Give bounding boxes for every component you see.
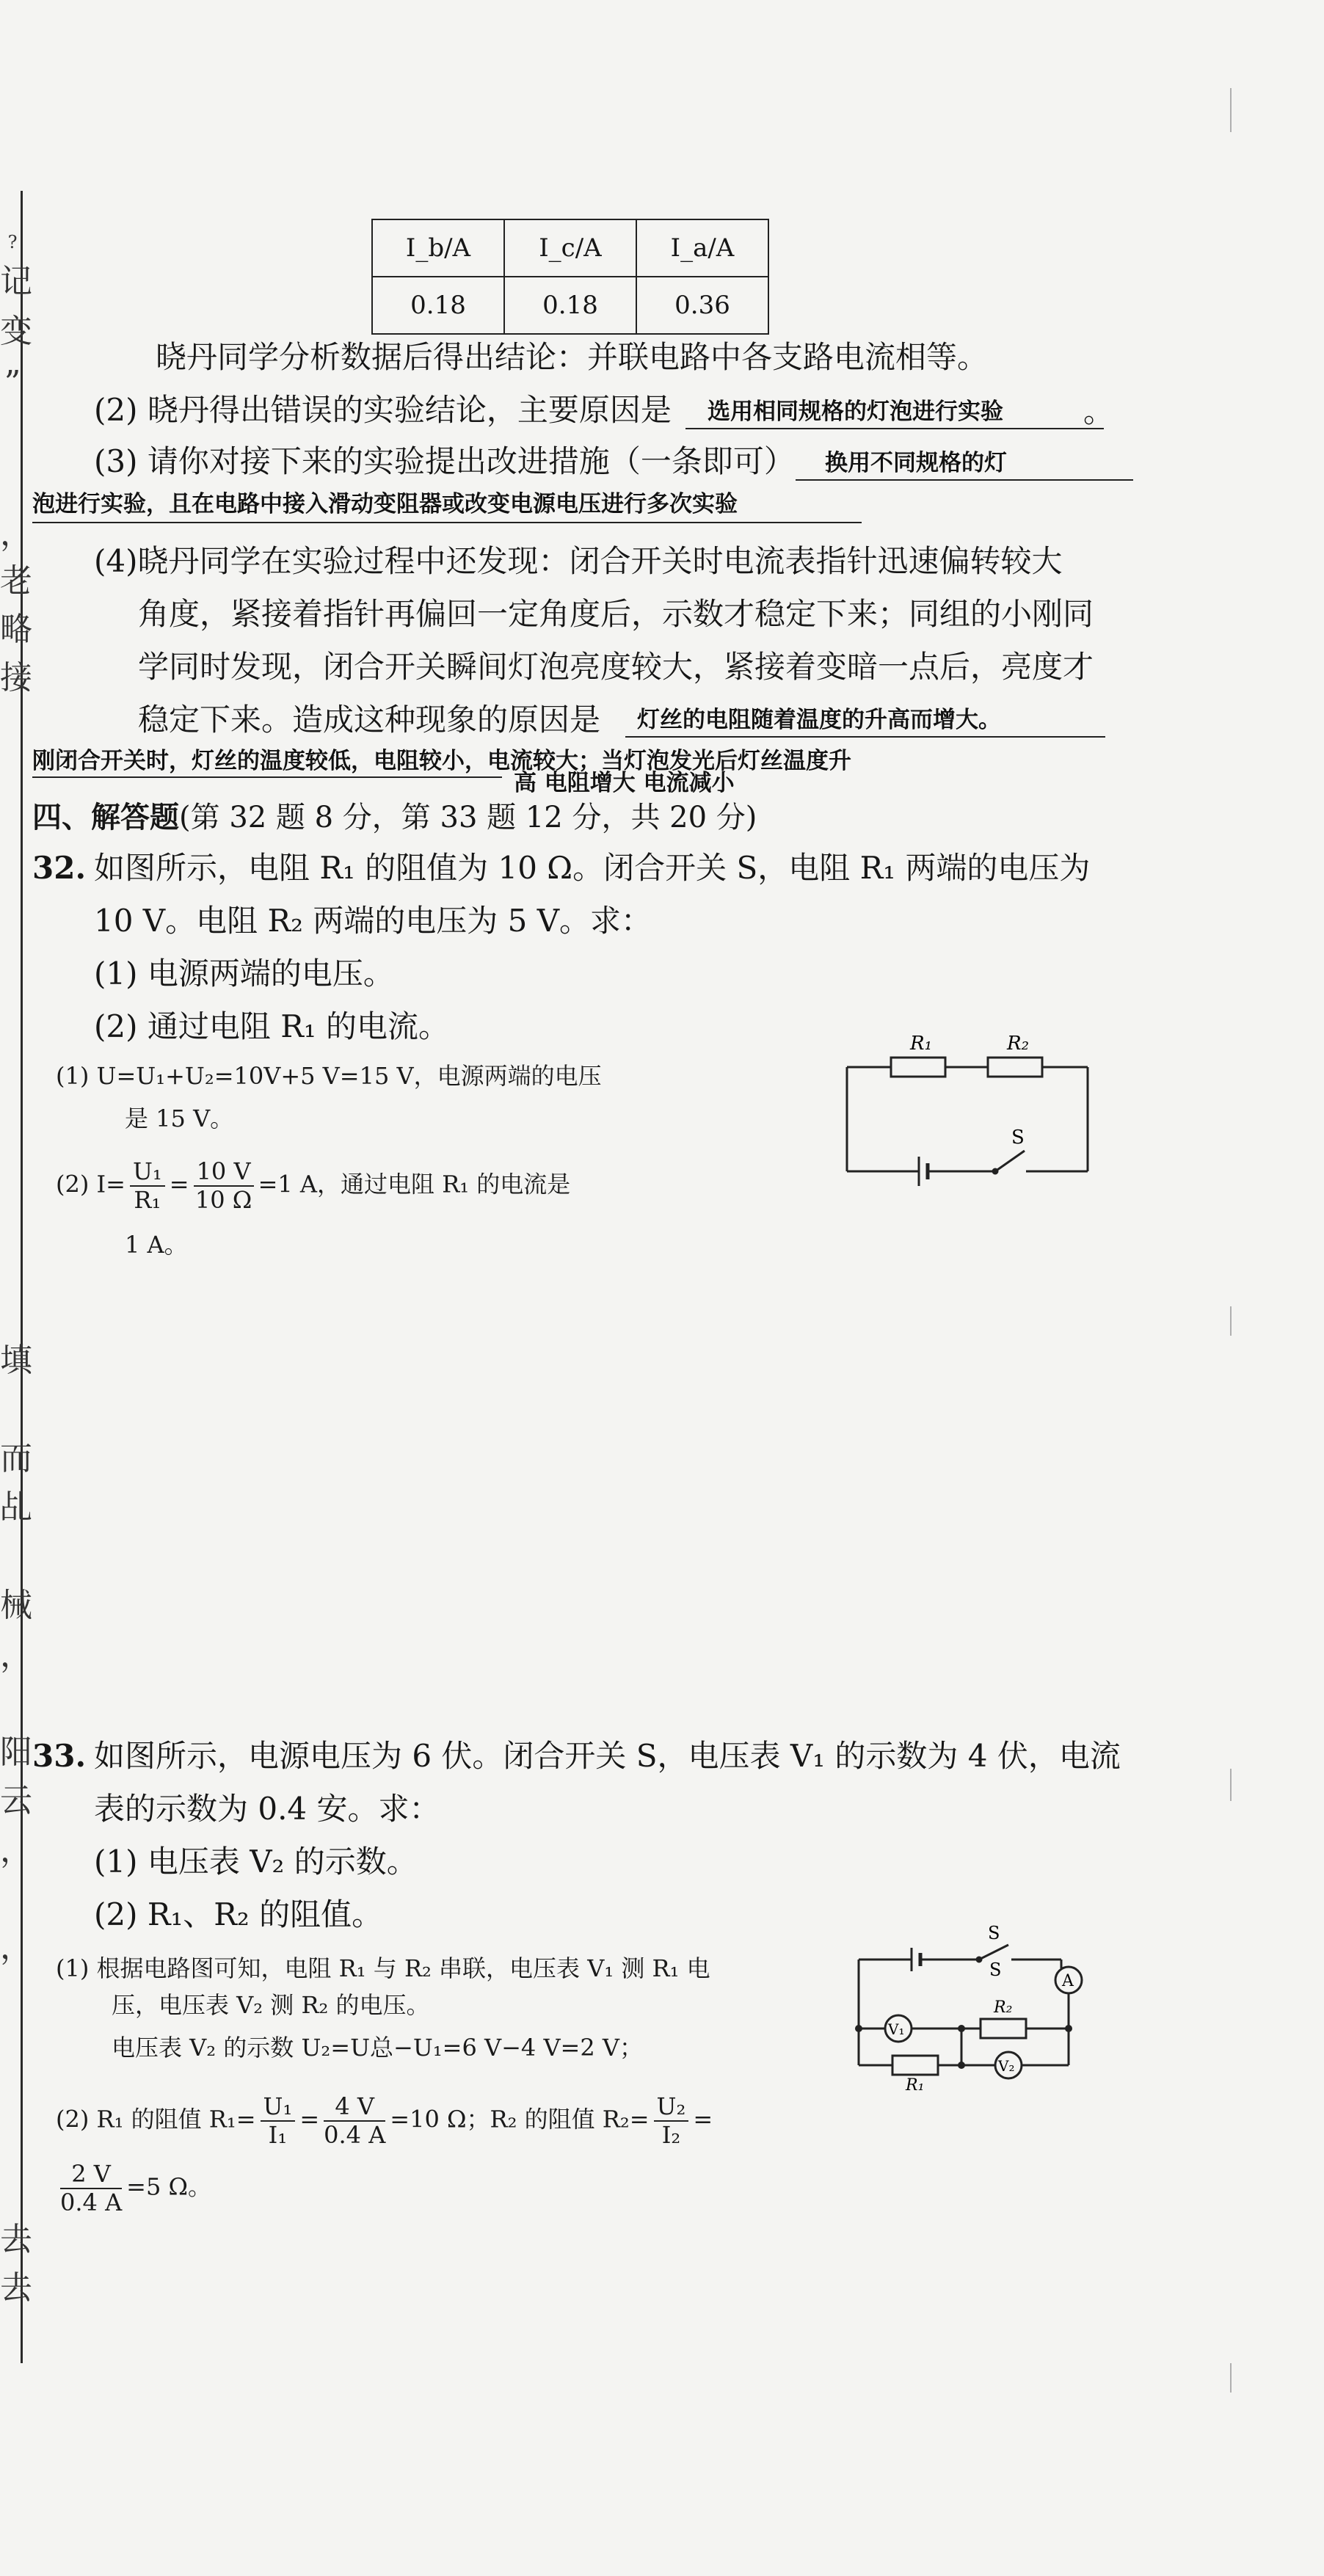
margin-glyph: 阳 (0, 1733, 32, 1771)
q33-circuit-diagram (844, 1923, 1116, 2092)
label-r1: R₁ (906, 2076, 925, 2092)
fraction (324, 2093, 385, 2149)
formula-text: = (693, 2105, 713, 2133)
scan-mark (1230, 2363, 1232, 2393)
margin-glyph: ? (7, 232, 18, 252)
q31-conclusion: 晓丹同学分析数据后得出结论：并联电路中各支路电流相等。 (156, 339, 989, 375)
fraction-denominator: I₁ (268, 2120, 288, 2149)
q31-part2-answer: 选用相同规格的灯泡进行实验 (685, 401, 1104, 429)
section-title (32, 800, 757, 834)
q33-solution-formula (56, 2161, 211, 2216)
label-s: S (1011, 1127, 1025, 1149)
answer-underline (32, 776, 502, 778)
margin-glyph: ， (0, 1929, 32, 1966)
q32-solution-formula: (2) I= $\frac{\text{U₁}}{\text{R₁}}$ = $\frac{10 V}{10 \Omega}$ =1 A，通过电阻 R₁ 的电流是 (56, 1157, 571, 1214)
label-r1: R₁ (910, 1033, 932, 1055)
label-r2: R₂ (994, 1998, 1013, 2017)
q32-solution: (1) U=U₁+U₂=10V+5 V=15 V，电源两端的电压 (56, 1062, 602, 1090)
q32-solution: 1 A。 (125, 1231, 188, 1259)
q33-solution: 压，电压表 V₂ 测 R₂ 的电压。 (112, 1991, 430, 2019)
margin-glyph: ， (0, 1637, 32, 1674)
margin-glyph: ， (0, 1832, 32, 1869)
q31-part2-period: 。 (1083, 393, 1115, 429)
q32-stem: 10 V。电阻 R₂ 两端的电压为 5 V。求： (94, 903, 652, 939)
switch-blade (995, 1151, 1025, 1171)
fraction-denominator: 10 Ω (194, 1185, 252, 1214)
fraction-numerator: 4 V (324, 2093, 385, 2122)
q33-solution: 电压表 V₂ 的示数 U₂=U总−U₁=6 V−4 V=2 V； (112, 2034, 644, 2062)
q31-part3-answer-cont: 泡进行实验，且在电路中接入滑动变阻器或改变电源电压进行多次实验 (32, 493, 862, 523)
margin-glyph: 去 (0, 2221, 32, 2258)
label-s: S (988, 1923, 1000, 1943)
margin-glyph: 而 (0, 1440, 32, 1477)
q31-part4-answer-cont: 刚闭合开关时，灯丝的温度较低，电阻较小，电流较大；当灯泡发光后灯丝温度升 (32, 748, 851, 774)
q31-part4-last-prompt: 稳定下来。造成这种现象的原因是 (138, 702, 601, 738)
section-note: (第 32 题 8 分，第 33 题 12 分，共 20 分) (179, 801, 757, 834)
margin-glyph: ” (4, 364, 21, 401)
q31-part2-prompt: (2) 晓丹得出错误的实验结论，主要原因是 (94, 392, 672, 428)
q31-part4-line: 学同时发现，闭合开关瞬间灯泡亮度较大，紧接着变暗一点后，亮度才 (138, 649, 1094, 685)
q33-stem: 如图所示，电源电压为 6 伏。闭合开关 S，电压表 V₁ 的示数为 4 伏，电流 (94, 1738, 1121, 1774)
q31-part4-line: 角度，紧接着指针再偏回一定角度后，示数才稳定下来；同组的小刚同 (138, 596, 1094, 632)
fraction-numerator: U₁ (130, 1158, 165, 1187)
q33-solution-formula: (2) R₁ 的阻值 R₁= $\frac{\text{U₁}}{\text{I₁}}$ = $\frac{4 V}{0.4 A}$ =10 Ω；R₂ 的阻值 R₂= $\frac{\text{U₂}}{\text{I₂}}$ = (56, 2092, 713, 2149)
q32-solution: 是 15 V。 (125, 1105, 234, 1132)
q33-stem: 表的示数为 0.4 安。求： (94, 1791, 440, 1827)
label-s: S (989, 1960, 1002, 1980)
q31-part3-answer: 换用不同规格的灯 (796, 452, 1133, 481)
junction-dot (958, 2025, 965, 2032)
resistor-r1 (891, 1058, 945, 1077)
formula-text: =10 Ω；R₂ 的阻值 R₂= (390, 2105, 650, 2133)
fraction-numerator: 10 V (194, 1158, 254, 1187)
margin-glyph: ， (0, 515, 32, 553)
q31-part4-answer-cont2: 高 电阻增大 电流减小 (514, 770, 735, 796)
junction-dot (855, 2025, 862, 2032)
table-header: I_b/A (372, 219, 504, 277)
scan-mark (1230, 88, 1232, 132)
q32-stem: 如图所示，电阻 R₁ 的阻值为 10 Ω。闭合开关 S，电阻 R₁ 两端的电压为 (94, 850, 1091, 886)
margin-glyph: 乩 (0, 1488, 32, 1526)
table-header: I_a/A (636, 219, 768, 277)
fraction-denominator: I₂ (661, 2120, 681, 2149)
q33-solution: (1) 根据电路图可知，电阻 R₁ 与 R₂ 串联，电压表 V₁ 测 R₁ 电 (56, 1954, 710, 1982)
fraction-denominator: 0.4 A (324, 2120, 386, 2149)
section-title-text: 四、解答题 (32, 800, 179, 834)
fraction-numerator: U₁ (261, 2093, 296, 2122)
table-cell: 0.18 (372, 277, 504, 334)
q31-part4-line: (4)晓丹同学在实验过程中还发现：闭合开关时电流表指针迅速偏转较大 (94, 543, 1063, 579)
q33-sub: (1) 电压表 V₂ 的示数。 (94, 1844, 418, 1880)
scan-mark (1230, 1769, 1232, 1801)
formula-text: (2) R₁ 的阻值 R₁= (56, 2105, 256, 2133)
label-v2: V₂ (998, 2057, 1015, 2075)
table-cell: 0.18 (504, 277, 636, 334)
label-r2: R₂ (1007, 1033, 1029, 1055)
resistor-r2 (981, 2019, 1026, 2038)
formula-text: (2) I= (56, 1170, 126, 1198)
q33-number: 33. (32, 1738, 87, 1774)
scan-mark (1230, 1306, 1232, 1336)
margin-glyph: 去 (0, 2269, 32, 2307)
fraction (60, 2161, 122, 2216)
q32-number: 32. (32, 850, 87, 886)
resistor-r2 (988, 1058, 1042, 1077)
margin-glyph: 接 (0, 659, 32, 696)
fraction (194, 1158, 254, 1214)
label-a: A (1062, 1972, 1074, 1990)
switch-blade (979, 1945, 1008, 1960)
fraction-denominator: 0.4 A (60, 2188, 123, 2216)
margin-glyph: 变 (0, 313, 32, 350)
margin-glyph: 械 (0, 1587, 32, 1624)
margin-glyph: 填 (0, 1342, 32, 1379)
fraction (130, 1158, 165, 1214)
label-v1: V₁ (888, 2020, 905, 2038)
q31-part4-answer: 灯丝的电阻随着温度的升高而增大。 (625, 709, 1105, 738)
fraction (654, 2093, 689, 2149)
table-header: I_c/A (504, 219, 636, 277)
q33-sub: (2) R₁、R₂ 的阻值。 (94, 1896, 383, 1932)
formula-text: =5 Ω。 (126, 2172, 212, 2201)
q32-circuit-diagram (837, 1027, 1116, 1204)
fraction-denominator: R₁ (134, 1185, 161, 1214)
resistor-r1 (892, 2056, 938, 2075)
margin-glyph: 记 (0, 263, 32, 300)
q32-sub: (2) 通过电阻 R₁ 的电流。 (94, 1008, 450, 1044)
current-table (371, 219, 769, 335)
fraction (261, 2093, 296, 2149)
q31-part3-prompt: (3) 请你对接下来的实验提出改进措施（一条即可） (94, 443, 795, 479)
table-cell: 0.36 (636, 277, 768, 334)
fraction-numerator: U₂ (654, 2093, 689, 2122)
margin-glyph: 略 (0, 611, 32, 648)
fraction-numerator: 2 V (60, 2161, 122, 2189)
formula-text: =1 A，通过电阻 R₁ 的电流是 (258, 1170, 571, 1198)
margin-glyph: 云 (0, 1782, 32, 1819)
junction-dot (1065, 2025, 1072, 2032)
margin-glyph: 老 (0, 562, 32, 600)
junction-dot (958, 2062, 965, 2069)
q32-sub: (1) 电源两端的电压。 (94, 956, 394, 992)
